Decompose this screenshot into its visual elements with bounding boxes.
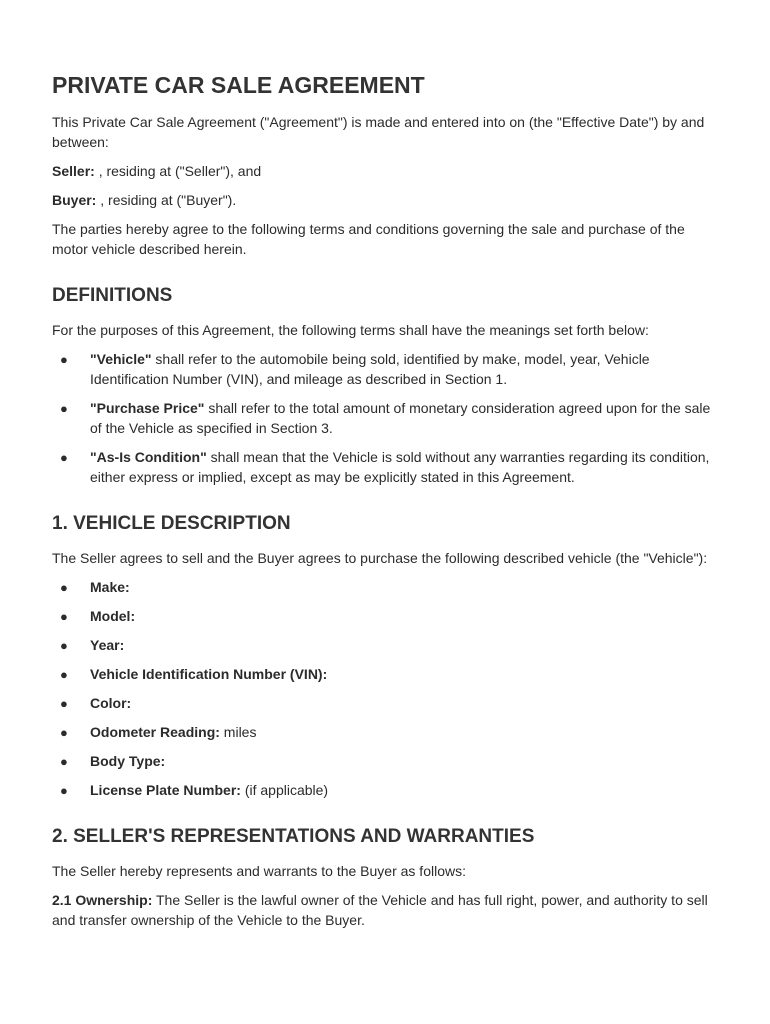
clause-text: The Seller is the lawful owner of the Vehicle and has full right, power, and authority to sell and transfer ownership of the Vehicle to the Buyer. — [52, 892, 708, 928]
definition-text: shall refer to the total amount of monetary consideration agreed upon for the sale of the Vehicle as specified in Section 3. — [90, 400, 711, 436]
section1-heading: 1. VEHICLE DESCRIPTION — [52, 513, 291, 534]
vehicle-field-odometer — [52, 722, 714, 742]
field-label: Odometer Reading: — [90, 724, 220, 740]
field-label: Color: — [90, 695, 132, 711]
vehicle-description-list — [52, 577, 714, 800]
bullet-icon: ● — [60, 725, 68, 740]
buyer-text: , residing at ("Buyer"). — [96, 192, 237, 208]
seller-line — [52, 161, 714, 181]
bullet-icon: ● — [60, 352, 68, 367]
definition-item — [52, 447, 714, 487]
definition-term: "Purchase Price" — [90, 400, 205, 416]
bullet-icon: ● — [60, 401, 68, 416]
definition-item — [52, 398, 714, 438]
bullet-icon: ● — [60, 783, 68, 798]
vehicle-field-body-type — [52, 751, 714, 771]
vehicle-field-year — [52, 635, 714, 655]
vehicle-field-model — [52, 606, 714, 626]
vehicle-field-license-plate — [52, 780, 714, 800]
field-value: (if applicable) — [240, 782, 329, 798]
buyer-line — [52, 190, 714, 210]
definitions-heading: DEFINITIONS — [52, 285, 173, 306]
bullet-icon: ● — [60, 450, 68, 465]
seller-label: Seller: — [52, 163, 95, 179]
field-label: License Plate Number: — [90, 782, 241, 798]
field-label: Model: — [90, 608, 136, 624]
bullet-icon: ● — [60, 609, 68, 624]
definition-term: "As-Is Condition" — [90, 449, 207, 465]
field-label: Vehicle Identification Number (VIN): — [90, 666, 328, 682]
vehicle-field-color — [52, 693, 714, 713]
field-value: miles — [219, 724, 257, 740]
field-label: Body Type: — [90, 753, 166, 769]
bullet-icon: ● — [60, 580, 68, 595]
vehicle-field-make — [52, 577, 714, 597]
field-label: Make: — [90, 579, 130, 595]
intro-paragraph: This Private Car Sale Agreement ("Agreement") is made and entered into on (the "Effective Date") by and between: — [52, 114, 705, 150]
clause-label: 2.1 Ownership: — [52, 892, 153, 908]
section2-heading: 2. SELLER'S REPRESENTATIONS AND WARRANTIES — [52, 826, 535, 847]
bullet-icon: ● — [60, 696, 68, 711]
clause-2-1 — [52, 890, 714, 930]
definition-term: "Vehicle" — [90, 351, 152, 367]
definition-text: shall refer to the automobile being sold, identified by make, model, year, Vehicle Identification Number (VIN), and mileage as described in Section 1. — [90, 351, 650, 387]
section1-intro: The Seller agrees to sell and the Buyer agrees to purchase the following described vehicle (the "Vehicle"): — [52, 550, 708, 566]
buyer-label: Buyer: — [52, 192, 97, 208]
bullet-icon: ● — [60, 667, 68, 682]
bullet-icon: ● — [60, 638, 68, 653]
field-label: Year: — [90, 637, 125, 653]
definition-text: shall mean that the Vehicle is sold without any warranties regarding its condition, either express or implied, except as may be explicitly stated in this Agreement. — [90, 449, 710, 485]
definitions-intro: For the purposes of this Agreement, the following terms shall have the meanings set forth below: — [52, 322, 649, 338]
vehicle-field-vin — [52, 664, 714, 684]
parties-paragraph: The parties hereby agree to the following terms and conditions governing the sale and purchase of the motor vehicle described herein. — [52, 221, 685, 257]
document-title: PRIVATE CAR SALE AGREEMENT — [52, 72, 425, 98]
definition-item — [52, 349, 714, 389]
seller-text: , residing at ("Seller"), and — [94, 163, 262, 179]
section2-intro: The Seller hereby represents and warrants to the Buyer as follows: — [52, 863, 466, 879]
definitions-list — [52, 349, 714, 487]
bullet-icon: ● — [60, 754, 68, 769]
